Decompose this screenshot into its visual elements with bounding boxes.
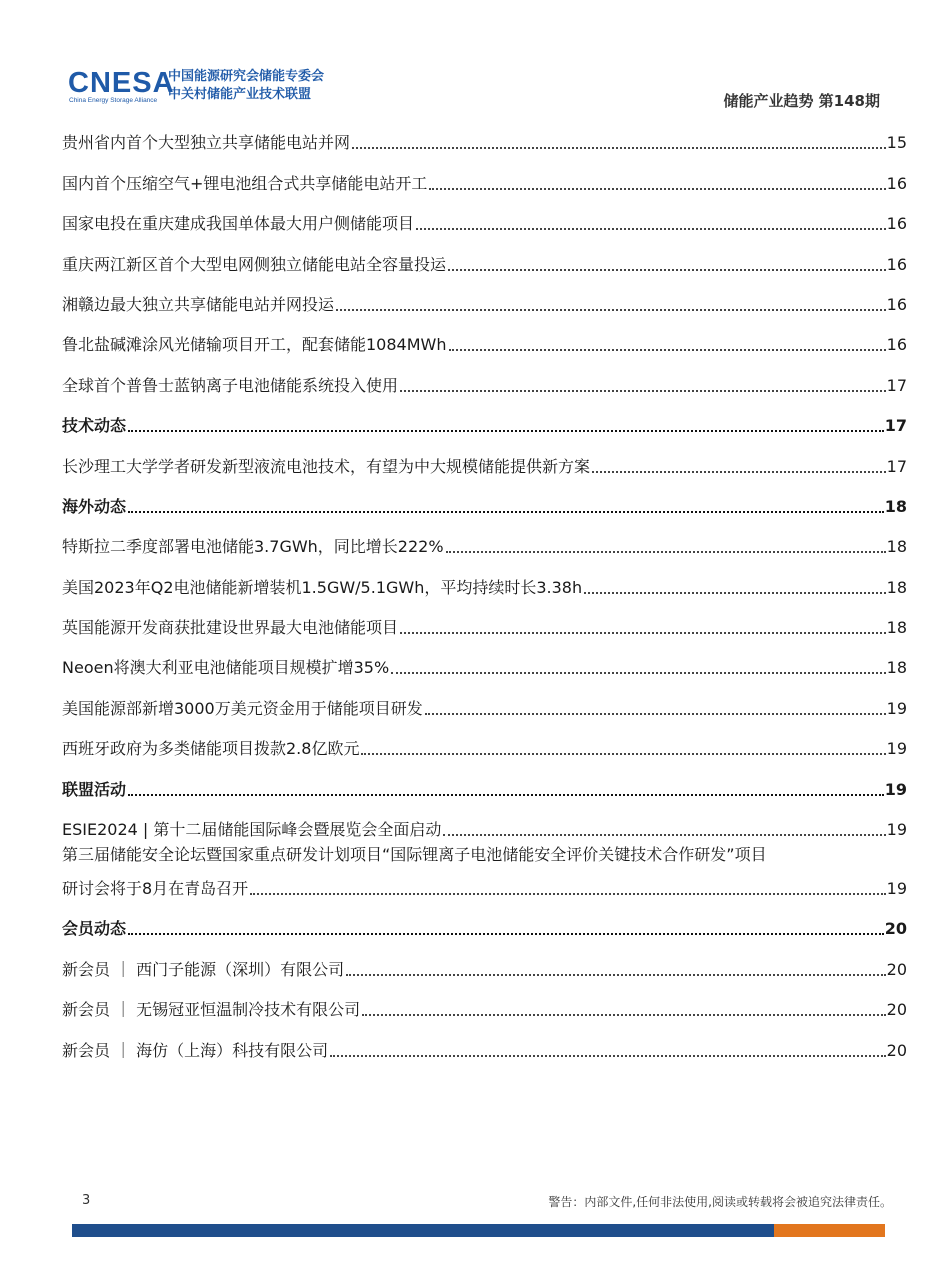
table-of-contents bbox=[62, 113, 907, 1061]
toc-leader-dots bbox=[128, 794, 884, 796]
logo-chinese-name-2: 中关村储能产业技术联盟 bbox=[168, 87, 312, 102]
toc-page-number: 20 bbox=[884, 919, 907, 939]
toc-page-number: 16 bbox=[886, 294, 907, 314]
toc-section-tech[interactable]: 技术动态 17 bbox=[62, 416, 907, 436]
toc-entry[interactable]: 贵州省内首个大型独立共享储能电站并网 15 bbox=[62, 133, 907, 153]
toc-leader-dots bbox=[429, 188, 885, 190]
toc-entry[interactable]: 特斯拉二季度部署电池储能3.7GWh，同比增长222% 18 bbox=[62, 537, 907, 557]
toc-entry[interactable]: Neoen将澳大利亚电池储能项目规模扩增35% 18 bbox=[62, 658, 907, 678]
toc-leader-dots bbox=[361, 753, 885, 755]
toc-page-number: 17 bbox=[886, 456, 907, 476]
toc-entry-line-2: 研讨会将于8月在青岛召开 bbox=[62, 879, 249, 899]
toc-page-number: 16 bbox=[886, 173, 907, 193]
toc-page-number: 17 bbox=[886, 375, 907, 395]
toc-leader-dots bbox=[391, 672, 885, 674]
toc-page-number: 16 bbox=[886, 214, 907, 234]
toc-leader-dots bbox=[330, 1055, 885, 1057]
toc-leader-dots bbox=[592, 471, 886, 473]
footer-bar-orange bbox=[774, 1224, 885, 1237]
toc-section-overseas[interactable]: 海外动态 18 bbox=[62, 496, 907, 516]
legal-warning: 警告：内部文件,任何非法使用,阅读或转载将会被追究法律责任。 bbox=[548, 1195, 892, 1209]
toc-page-number: 19 bbox=[886, 698, 907, 718]
toc-page-number: 18 bbox=[886, 658, 907, 678]
toc-leader-dots bbox=[128, 933, 884, 935]
toc-leader-dots bbox=[449, 349, 886, 351]
toc-page-number: 17 bbox=[884, 416, 907, 436]
toc-page-number: 18 bbox=[886, 577, 907, 597]
toc-entry[interactable]: ESIE2024 | 第十二届储能国际峰会暨展览会全面启动 19 bbox=[62, 820, 907, 840]
toc-leader-dots bbox=[416, 228, 886, 230]
toc-page-number: 16 bbox=[886, 254, 907, 274]
toc-leader-dots bbox=[362, 1014, 885, 1016]
toc-entry[interactable]: 全球首个普鲁士蓝钠离子电池储能系统投入使用 17 bbox=[62, 375, 907, 395]
toc-page-number: 18 bbox=[884, 496, 907, 516]
toc-entry-line-1: 第三届储能安全论坛暨国家重点研发计划项目“国际锂离子电池储能安全评价关键技术合作研发”项目 bbox=[62, 845, 767, 865]
toc-page-number: 19 bbox=[886, 739, 907, 759]
toc-entry[interactable]: 湘赣边最大独立共享储能电站并网投运 16 bbox=[62, 294, 907, 314]
toc-leader-dots bbox=[443, 834, 885, 836]
toc-page-number: 20 bbox=[886, 1000, 907, 1020]
toc-page-number: 20 bbox=[886, 1040, 907, 1060]
page-header bbox=[0, 0, 950, 115]
toc-entry[interactable]: 鲁北盐碱滩涂风光储输项目开工，配套储能1084MWh 16 bbox=[62, 335, 907, 355]
logo-english-name: China Energy Storage Alliance bbox=[69, 97, 158, 104]
toc-entry[interactable]: 新会员 ｜ 西门子能源（深圳）有限公司 20 bbox=[62, 959, 907, 979]
toc-leader-dots bbox=[128, 511, 884, 513]
toc-entry[interactable]: 英国能源开发商获批建设世界最大电池储能项目 18 bbox=[62, 618, 907, 638]
toc-section-members[interactable]: 会员动态 20 bbox=[62, 919, 907, 939]
toc-leader-dots bbox=[400, 632, 886, 634]
footer-bar-blue bbox=[72, 1224, 774, 1237]
toc-leader-dots bbox=[352, 147, 886, 149]
toc-entry[interactable]: 西班牙政府为多类储能项目拨款2.8亿欧元 19 bbox=[62, 739, 907, 759]
toc-entry[interactable]: 新会员 ｜ 无锡冠亚恒温制冷技术有限公司 20 bbox=[62, 1000, 907, 1020]
toc-leader-dots bbox=[446, 551, 886, 553]
toc-page-number: 16 bbox=[886, 335, 907, 355]
toc-leader-dots bbox=[346, 974, 885, 976]
issue-title: 储能产业趋势 第148期 bbox=[723, 92, 880, 110]
toc-leader-dots bbox=[448, 269, 886, 271]
toc-page-number: 18 bbox=[886, 618, 907, 638]
toc-leader-dots bbox=[336, 309, 886, 311]
toc-page-number: 19 bbox=[886, 820, 907, 840]
toc-page-number: 18 bbox=[886, 537, 907, 557]
toc-leader-dots bbox=[584, 592, 886, 594]
toc-page-number: 19 bbox=[886, 879, 907, 899]
toc-entry-multiline[interactable] bbox=[62, 840, 907, 899]
toc-entry[interactable]: 美国2023年Q2电池储能新增装机1.5GW/5.1GWh，平均持续时长3.38h 18 bbox=[62, 577, 907, 597]
toc-leader-dots bbox=[128, 430, 884, 432]
toc-leader-dots bbox=[400, 390, 886, 392]
logo-chinese-name-1: 中国能源研究会储能专委会 bbox=[168, 69, 325, 84]
toc-entry[interactable]: 美国能源部新增3000万美元资金用于储能项目研发 19 bbox=[62, 698, 907, 718]
toc-page-number: 19 bbox=[884, 779, 907, 799]
logo-wordmark: CNESA bbox=[68, 67, 175, 99]
toc-entry[interactable]: 长沙理工大学学者研发新型液流电池技术，有望为中大规模储能提供新方案 17 bbox=[62, 456, 907, 476]
toc-entry[interactable]: 重庆两江新区首个大型电网侧独立储能电站全容量投运 16 bbox=[62, 254, 907, 274]
toc-entry[interactable]: 国家电投在重庆建成我国单体最大用户侧储能项目 16 bbox=[62, 214, 907, 234]
toc-page-number: 20 bbox=[886, 959, 907, 979]
toc-entry[interactable]: 新会员 ｜ 海仿（上海）科技有限公司 20 bbox=[62, 1040, 907, 1060]
toc-section-alliance[interactable]: 联盟活动 19 bbox=[62, 779, 907, 799]
page-number: 3 bbox=[82, 1193, 91, 1208]
toc-entry[interactable]: 国内首个压缩空气+锂电池组合式共享储能电站开工 16 bbox=[62, 173, 907, 193]
toc-leader-dots bbox=[250, 893, 885, 895]
toc-page-number: 15 bbox=[886, 133, 907, 153]
toc-leader-dots bbox=[425, 713, 886, 715]
